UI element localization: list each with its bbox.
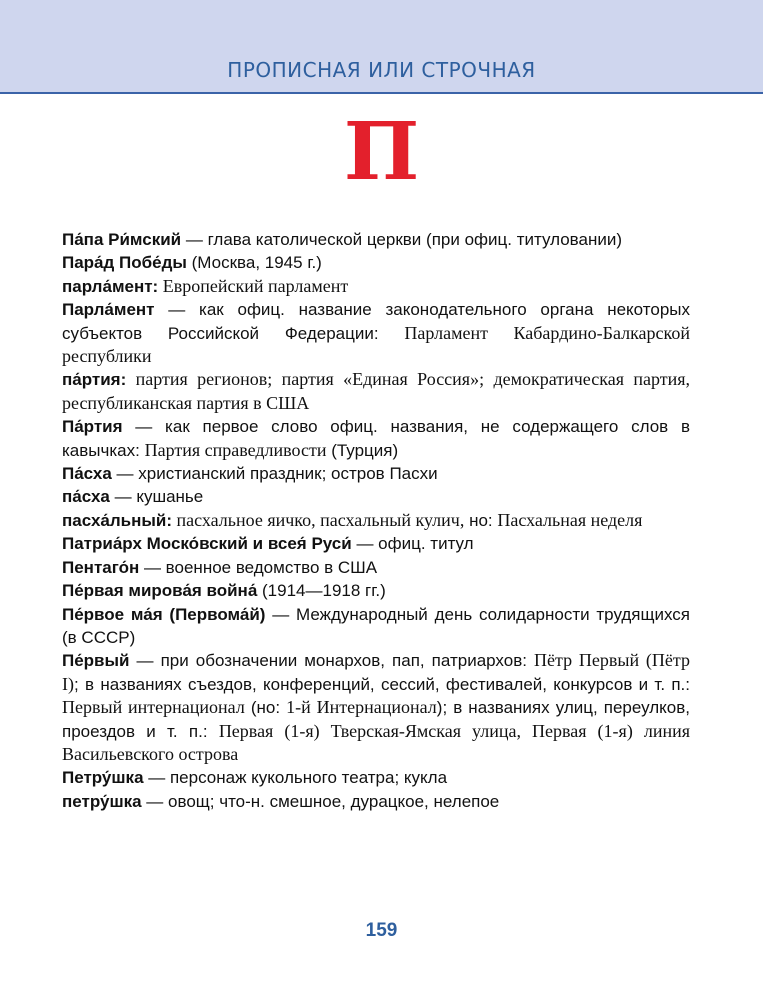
entry-text: ; в названиях съездов, конференций, сессий, фестивалей, конкурсов и т. п.: (74, 674, 690, 694)
dictionary-entry (62, 556, 690, 579)
entry-example: пасхальное яичко, пасхальный кулич, (172, 509, 465, 530)
entry-example: Первый интернационал (62, 697, 245, 718)
dictionary-entry (62, 275, 690, 298)
dictionary-entry (62, 485, 690, 508)
entry-text: но: (464, 510, 498, 530)
entry-text: — как первое слово офиц. названия, не содержащего слов в кавычках: (62, 417, 690, 460)
entry-text: — персонаж кукольного театра; кукла (143, 768, 448, 788)
dictionary-entries (62, 228, 690, 813)
dictionary-entry (62, 251, 690, 274)
entry-headword: Петру́шка (62, 768, 144, 788)
section-letter: П (343, 104, 420, 198)
entry-text: — при обозначении монархов, пап, патриархов: (129, 651, 534, 671)
entry-headword: Патриа́рх Моско́вский и всея́ Руси́ (62, 534, 352, 554)
entry-text: — Международный день солидарности трудящихся (в СССР) (62, 604, 690, 647)
entry-text: (Москва, 1945 г.) (186, 253, 322, 273)
entry-example: Пасхальная неделя (497, 509, 643, 530)
entry-headword: Пе́рвое ма́я (Первома́й) (62, 604, 266, 624)
entry-text: ); в названиях улиц, переулков, проездов и т. п.: (62, 698, 691, 741)
dictionary-entry (62, 766, 690, 789)
entry-text: — как офиц. название законодательного органа некоторых субъектов Российской Федерации: (62, 300, 690, 343)
entry-text: (Турция) (326, 440, 399, 460)
page-number: 159 (365, 920, 398, 941)
entry-example: Первая (1-я) Тверская-Ямская улица, Первая (1-я) линия Васильевского острова (62, 720, 690, 764)
entry-headword: Па́ртия (62, 417, 123, 437)
dictionary-entry (62, 509, 690, 532)
dictionary-entry (62, 298, 690, 368)
entry-headword: Парла́мент (62, 300, 155, 320)
section-title: ПРОПИСНАЯ ИЛИ СТРОЧНАЯ (227, 58, 536, 82)
entry-example: Парламент Кабардино-Балкарской республики (62, 322, 690, 367)
entry-text: — офиц. титул (351, 534, 474, 554)
entry-headword: Па́па Ри́мский (62, 230, 182, 249)
entry-headword: Пе́рвый (62, 651, 130, 671)
entry-headword: па́ртия: (62, 370, 127, 390)
entry-headword: Пара́д Побе́ды (62, 253, 187, 273)
dictionary-entry (62, 579, 690, 602)
entry-headword: петру́шка (62, 791, 142, 811)
entry-example: Пётр Первый (Пётр I) (62, 650, 691, 694)
entry-example: Партия справедливости (144, 439, 327, 460)
dictionary-entry (62, 228, 690, 251)
entry-headword: па́сха (62, 487, 110, 507)
entry-headword: пасха́льный: (62, 510, 173, 530)
entry-text: — христианский праздник; остров Пасхи (111, 464, 438, 484)
entry-text: (1914—1918 гг.) (257, 581, 386, 601)
entry-headword: Па́сха (62, 464, 112, 484)
dictionary-entry (62, 415, 690, 462)
dictionary-entry (62, 649, 690, 766)
dictionary-entry (62, 368, 690, 415)
entry-text: — кушанье (109, 487, 204, 507)
entry-headword: Пентаго́н (62, 557, 140, 577)
entry-headword: Пе́рвая мирова́я война́ (62, 581, 258, 601)
entry-example: 1-й Интернационал (286, 697, 437, 718)
dictionary-entry (62, 603, 690, 650)
dictionary-entry (62, 790, 690, 813)
entry-text: (но: (244, 698, 287, 718)
entry-headword: парла́мент: (62, 276, 159, 296)
entry-text: — военное ведомство в США (139, 557, 378, 577)
entry-example: Европейский парламент (158, 275, 349, 296)
entry-example: партия регионов; партия «Единая Россия»; демократическая партия, республиканская партия в США (62, 369, 690, 413)
entry-text: — глава католической церкви (при офиц. титуловании) (181, 230, 622, 249)
entry-text: — овощ; что-н. смешное, дурацкое, нелепое (141, 791, 500, 811)
dictionary-entry (62, 462, 690, 485)
dictionary-entry (62, 532, 690, 555)
